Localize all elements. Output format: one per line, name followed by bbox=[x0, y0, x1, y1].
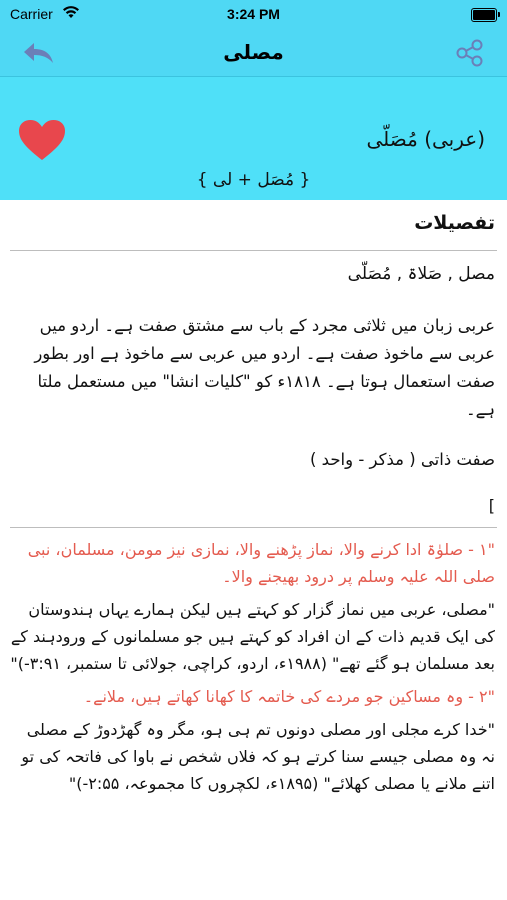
section-title: تفصیلات bbox=[414, 212, 495, 234]
bracket-mark: ] bbox=[488, 496, 495, 515]
meanings-list bbox=[10, 536, 495, 803]
carrier-label: Carrier bbox=[10, 6, 53, 22]
word-header bbox=[0, 77, 507, 200]
details-section bbox=[0, 200, 507, 900]
word-composition: { مُصَل + لی } bbox=[196, 170, 311, 190]
battery-icon bbox=[471, 8, 497, 22]
share-icon[interactable] bbox=[455, 39, 485, 67]
page-title: مصلی bbox=[223, 40, 284, 64]
headword: (عربی) مُصَلّی bbox=[366, 127, 485, 151]
meaning-example: "مصلی، عربی میں نماز گزار کو کہتے ہیں لیکن ہمارے یہاں ہندوستان کی ایک قدیم ذات کے ان افراد کو کہتے ہیں جو مسلمانوں کے ورودہند کے بعد مسلمان ہو گئے تھے" (۱۹۸۸ء، اردو، کراچی، جولائی تا ستمبر، ۳:۹۱-)" bbox=[10, 600, 495, 673]
meaning-example: "خدا کرے مجلی اور مصلی دونوں تم ہی ہو، مگر وہ گھڑدوڑ کے مصلی نہ وہ مصلی جیسے سنا کرتے ہو کہ فلاں شخص نے باوا کی فاتحہ کی تو اتنے ملانے یا مصلی کھلائے" (۱۸۹۵ء، لکچروں کا مجموعہ، ۲:۵۵-)" bbox=[21, 720, 495, 793]
etymology-text: عربی زبان میں ثلاثی مجرد کے باب سے مشتق صفت ہے۔ اردو میں عربی سے ماخوذ صفت ہے۔ اردو میں عربی سے ماخوذ ہے اور بطور صفت استعمال ہوتا ہے۔ ۱۸۱۸ء کو "کلیات انشا" میں مستعمل ملتا ہے۔ bbox=[34, 316, 495, 419]
grammar-label: صفت ذاتی ( مذکر - واحد ) bbox=[309, 450, 495, 469]
clock-label: 3:24 PM bbox=[227, 6, 280, 22]
meaning-definition: "۱ - صلوٰۃ ادا کرنے والا، نماز پڑھنے والا، نمازی نیز مومن، مسلمان، نبی صلی اللہ علیہ وسلم پر درود بھیجنے والا۔ bbox=[27, 540, 495, 586]
status-bar bbox=[0, 0, 507, 30]
meaning-definition: "۲ - وہ مساکین جو مردے کی خاتمہ کا کھانا کھاتے ہیں، ملانے۔ bbox=[83, 687, 495, 706]
divider bbox=[10, 527, 497, 528]
heart-icon[interactable] bbox=[18, 119, 66, 161]
navigation-bar bbox=[0, 30, 507, 77]
word-forms: مصل , صَلاۃ , مُصَلّی bbox=[347, 264, 495, 284]
divider bbox=[10, 250, 497, 251]
